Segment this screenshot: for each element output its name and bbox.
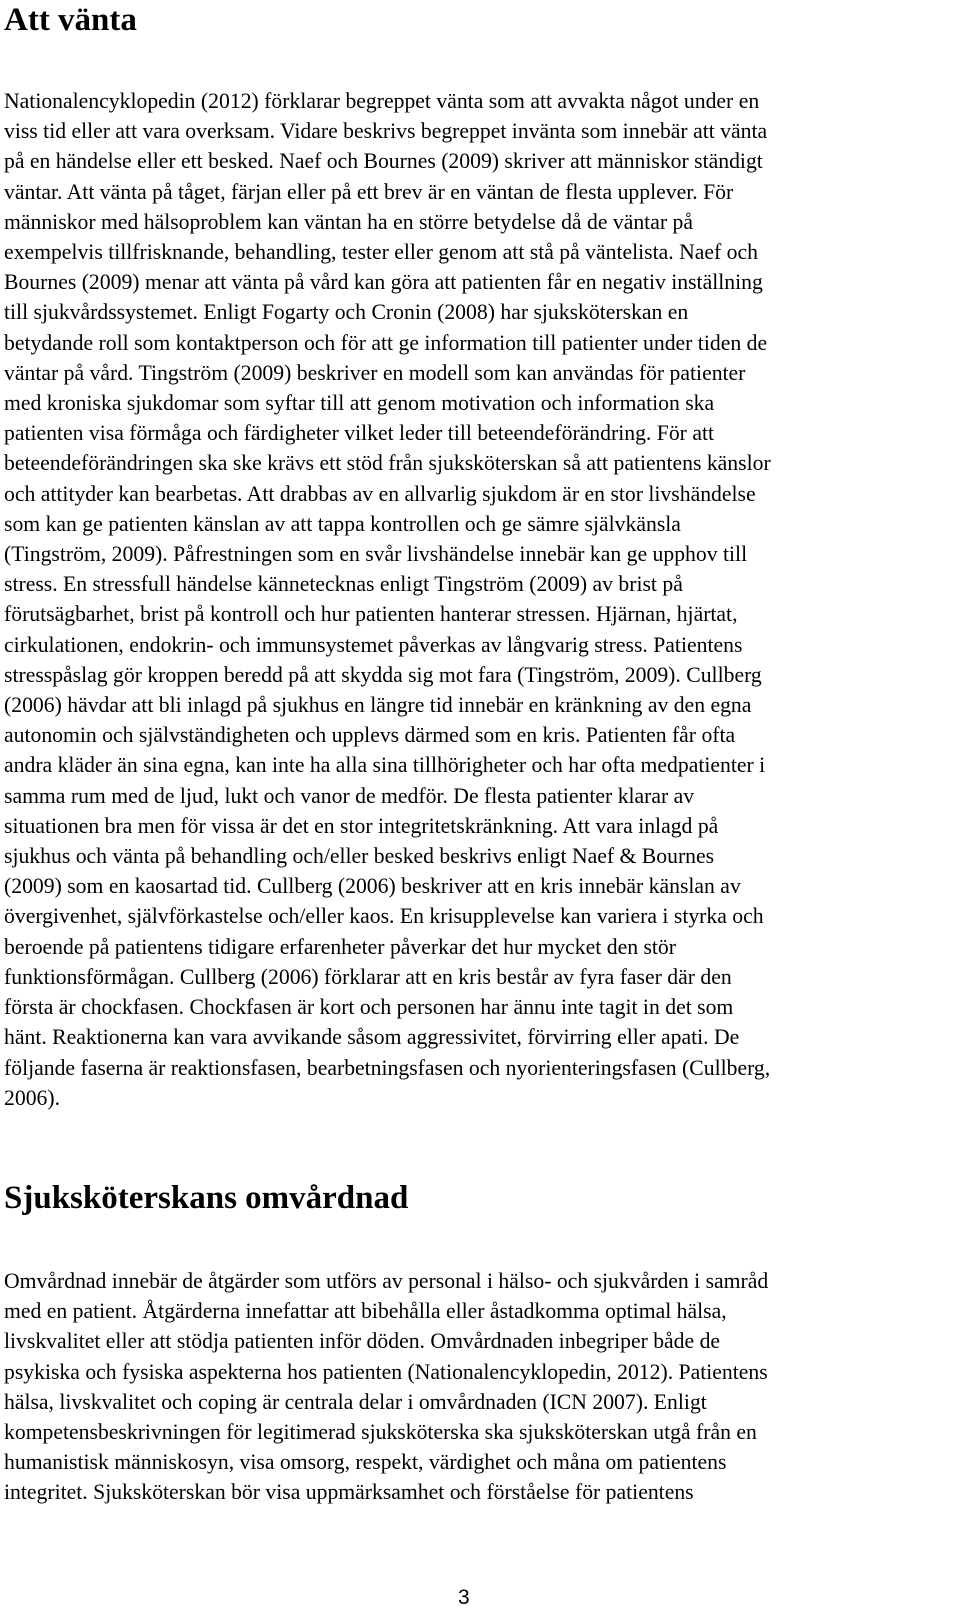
text-line: med kroniska sjukdomar som syftar till att genom motivation och information ska [4, 391, 715, 416]
text-line: cirkulationen, endokrin- och immunsystemet påverkas av långvarig stress. Patientens [4, 632, 743, 657]
text-line: patienten visa förmåga och färdigheter vilket leder till beteendeförändring. För att [4, 421, 714, 446]
text-line: övergivenhet, självförkastelse och/eller kaos. En krisupplevelse kan variera i styrka och [4, 904, 764, 929]
text-line: beroende på patientens tidigare erfarenheter påverkar det hur mycket den stör [4, 934, 676, 959]
text-line: väntar. Att vänta på tåget, färjan eller på ett brev är en väntan de flesta upplever. För [4, 179, 734, 204]
section-heading-sjukskoterskans-omvardnad: Sjuksköterskans omvårdnad [4, 1180, 409, 1216]
text-line: första är chockfasen. Chockfasen är kort och personen har ännu inte tagit in det som [4, 995, 734, 1020]
text-line: stress. En stressfull händelse kännetecknas enligt Tingström (2009) av brist på [4, 572, 683, 597]
text-line: följande faserna är reaktionsfasen, bearbetningsfasen och nyorienteringsfasen (Cullberg, [4, 1055, 771, 1080]
text-line: till sjukvårdssystemet. Enligt Fogarty och Cronin (2008) har sjuksköterskan en [4, 300, 689, 325]
text-line: och attityder kan bearbetas. Att drabbas av en allvarlig sjukdom är en stor livshändelse [4, 481, 756, 506]
text-line: på en händelse eller ett besked. Naef och Bournes (2009) skriver att människor ständigt [4, 149, 763, 174]
text-line: 2006). [4, 1085, 61, 1110]
text-line: förutsägbarhet, brist på kontroll och hur patienten hanterar stressen. Hjärnan, hjärtat, [4, 602, 738, 627]
text-line: kompetensbeskrivningen för legitimerad sjuksköterska ska sjuksköterskan utgå från en [4, 1420, 757, 1445]
text-line: sjukhus och vänta på behandling och/eller besked beskrivs enligt Naef & Bournes [4, 844, 715, 869]
text-line: situationen bra men för vissa är det en stor integritetskränkning. Att vara inlagd på [4, 813, 719, 838]
text-line: (2006) hävdar att bli inlagd på sjukhus en längre tid innebär en kränkning av den egna [4, 693, 752, 718]
text-line: väntar på vård. Tingström (2009) beskriver en modell som kan användas för patienter [4, 360, 746, 385]
text-line: samma rum med de ljud, lukt och vanor de medför. De flesta patienter klarar av [4, 783, 695, 808]
text-line: människor med hälsoproblem kan väntan ha en större betydelse då de väntar på [4, 209, 693, 234]
text-line: viss tid eller att vara overksam. Vidare beskrivs begreppet invänta som innebär att vänta [4, 119, 768, 144]
text-line: autonomin och självständigheten och upplevs därmed som en kris. Patienten får ofta [4, 723, 736, 748]
text-line: funktionsförmågan. Cullberg (2006) förklarar att en kris består av fyra faser där den [4, 964, 732, 989]
text-line: som kan ge patienten känslan av att tappa kontrollen och ge sämre självkänsla [4, 511, 681, 536]
text-line: integritet. Sjuksköterskan bör visa uppmärksamhet och förståelse för patientens [4, 1480, 694, 1505]
text-line: beteendeförändringen ska ske krävs ett stöd från sjuksköterskan så att patientens känslor [4, 451, 771, 476]
text-line: betydande roll som kontaktperson och för att ge information till patienter under tiden de [4, 330, 768, 355]
page-number: 3 [458, 1586, 470, 1609]
text-line: (Tingström, 2009). Påfrestningen som en svår livshändelse innebär kan ge upphov till [4, 542, 748, 567]
text-line: (2009) som en kaosartad tid. Cullberg (2006) beskriver att en kris innebär känslan av [4, 874, 741, 899]
text-line: med en patient. Åtgärderna innefattar att bibehålla eller åstadkomma optimal hälsa, [4, 1299, 727, 1324]
text-line: psykiska och fysiska aspekterna hos patienten (Nationalencyklopedin, 2012). Patientens [4, 1359, 768, 1384]
section-paragraph-sjukskoterskans-omvardnad [4, 1266, 940, 1508]
text-line: Nationalencyklopedin (2012) förklarar begreppet vänta som att avvakta något under en [4, 89, 760, 113]
text-line: hänt. Reaktionerna kan vara avvikande såsom aggressivitet, förvirring eller apati. De [4, 1025, 740, 1050]
text-line: livskvalitet eller att stödja patienten inför döden. Omvårdnaden inbegriper både de [4, 1329, 721, 1354]
text-line: humanistisk människosyn, visa omsorg, respekt, värdighet och måna om patientens [4, 1450, 727, 1475]
text-line: andra kläder än sina egna, kan inte ha alla sina tillhörigheter och har ofta medpatienter i [4, 753, 766, 778]
section-heading-att-vanta: Att vänta [4, 2, 137, 38]
section-paragraph-att-vanta [4, 86, 940, 1113]
text-line: exempelvis tillfrisknande, behandling, tester eller genom att stå på väntelista. Naef och [4, 240, 758, 265]
text-line: Bournes (2009) menar att vänta på vård kan göra att patienten får en negativ inställning [4, 270, 763, 295]
text-line: hälsa, livskvalitet och coping är centrala delar i omvårdnaden (ICN 2007). Enligt [4, 1389, 707, 1414]
text-line: stresspåslag gör kroppen beredd på att skydda sig mot fara (Tingström, 2009). Cullberg [4, 662, 762, 687]
text-line: Omvårdnad innebär de åtgärder som utförs av personal i hälso- och sjukvården i samråd [4, 1269, 769, 1293]
